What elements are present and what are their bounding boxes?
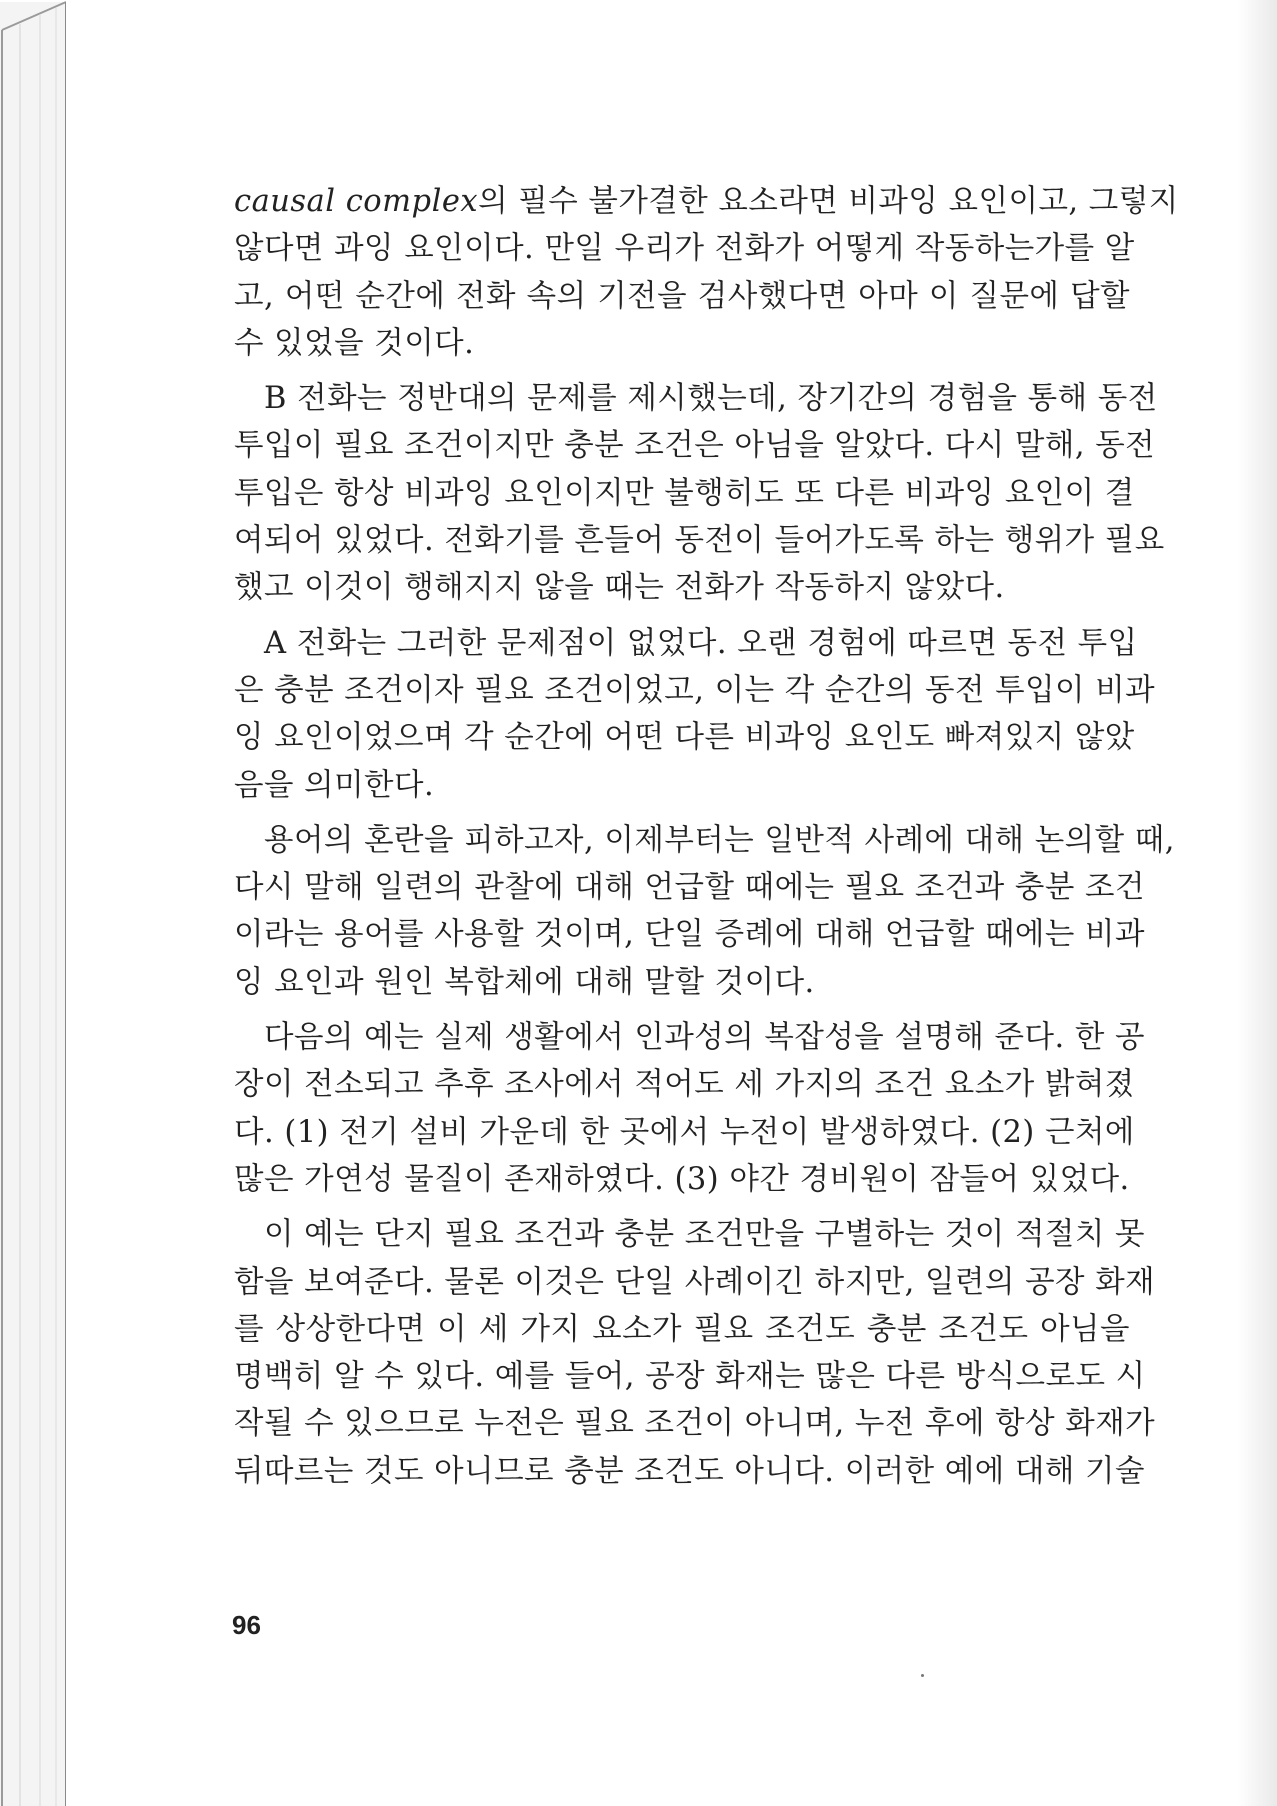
text-line: 했고 이것이 행해지지 않을 때는 전화가 작동하지 않았다.: [234, 570, 1005, 606]
text-line: 잉 요인이었으며 각 순간에 어떤 다른 비과잉 요인도 빠져있지 않았: [234, 720, 1135, 756]
text-line: 다시 말해 일련의 관찰에 대해 언급할 때에는 필요 조건과 충분 조건: [234, 870, 1145, 906]
book-page-edges: [0, 0, 70, 1806]
paragraph-5: [234, 1014, 1145, 1203]
paragraph-6: [234, 1211, 1156, 1495]
text-line: 뒤따르는 것도 아니므로 충분 조건도 아니다. 이러한 예에 대해 기술: [234, 1453, 1145, 1489]
foreign-term: causal complex: [234, 184, 479, 219]
text-line: 투입은 항상 비과잉 요인이지만 불행히도 또 다른 비과잉 요인이 결: [234, 475, 1135, 511]
text-line: 음을 의미한다.: [234, 767, 435, 803]
text-line: 를 상상한다면 이 세 가지 요소가 필요 조건도 충분 조건도 아님을: [234, 1311, 1130, 1347]
text-line: 작될 수 있으므로 누전은 필요 조건이 아니며, 누전 후에 항상 화재가: [234, 1406, 1156, 1442]
text-line: 장이 전소되고 추후 조사에서 적어도 세 가지의 조건 요소가 밝혀졌: [234, 1067, 1135, 1103]
text-line: B 전화는 정반대의 문제를 제시했는데, 장기간의 경험을 통해 동전: [264, 381, 1158, 417]
text-line: 많은 가연성 물질이 존재하였다. (3) 야간 경비원이 잠들어 있었다.: [234, 1161, 1130, 1197]
paragraph-4: [234, 817, 1175, 1006]
text-line: 용어의 혼란을 피하고자, 이제부터는 일반적 사례에 대해 논의할 때,: [264, 822, 1175, 858]
text-line: 은 충분 조건이자 필요 조건이었고, 이는 각 순간의 동전 투입이 비과: [234, 672, 1156, 708]
text-line: 명백히 알 수 있다. 예를 들어, 공장 화재는 많은 다른 방식으로도 시: [234, 1359, 1146, 1395]
text-line: 함을 보여준다. 물론 이것은 단일 사례이긴 하지만, 일련의 공장 화재: [234, 1264, 1156, 1300]
page-number: 96: [232, 1610, 261, 1640]
text-line: 잉 요인과 원인 복합체에 대해 말할 것이다.: [234, 964, 815, 1000]
text-line: 고, 어떤 순간에 전화 속의 기전을 검사했다면 아마 이 질문에 답할: [234, 278, 1130, 314]
text-line: 다. (1) 전기 설비 가운데 한 곳에서 누전이 발생하였다. (2) 근처에: [234, 1114, 1135, 1150]
text-line: 투입이 필요 조건이지만 충분 조건은 아님을 알았다. 다시 말해, 동전: [234, 428, 1156, 464]
page-gutter-shadow: [1237, 0, 1277, 1806]
paragraph-2: [234, 375, 1165, 611]
scan-speck: [921, 1674, 924, 1677]
paragraph-1: [234, 178, 1179, 367]
text-line: 수 있었을 것이다.: [234, 325, 475, 361]
text-line: 여되어 있었다. 전화기를 흔들어 동전이 들어가도록 하는 행위가 필요: [234, 523, 1165, 559]
text-line: 이 예는 단지 필요 조건과 충분 조건만을 구별하는 것이 적절치 못: [264, 1217, 1145, 1253]
text-line: 않다면 과잉 요인이다. 만일 우리가 전화가 어떻게 작동하는가를 알: [234, 231, 1135, 267]
page-body-text: [234, 178, 1179, 1495]
text-line: 다음의 예는 실제 생활에서 인과성의 복잡성을 설명해 준다. 한 공: [264, 1020, 1145, 1056]
text-line: 이라는 용어를 사용할 것이며, 단일 증례에 대해 언급할 때에는 비과: [234, 917, 1145, 953]
text-line: causal complex의 필수 불가결한 요소라면 비과잉 요인이고, 그렇지: [234, 184, 1179, 219]
paragraph-3: [234, 620, 1156, 809]
text-line: A 전화는 그러한 문제점이 없었다. 오랜 경험에 따르면 동전 투입: [264, 625, 1138, 661]
